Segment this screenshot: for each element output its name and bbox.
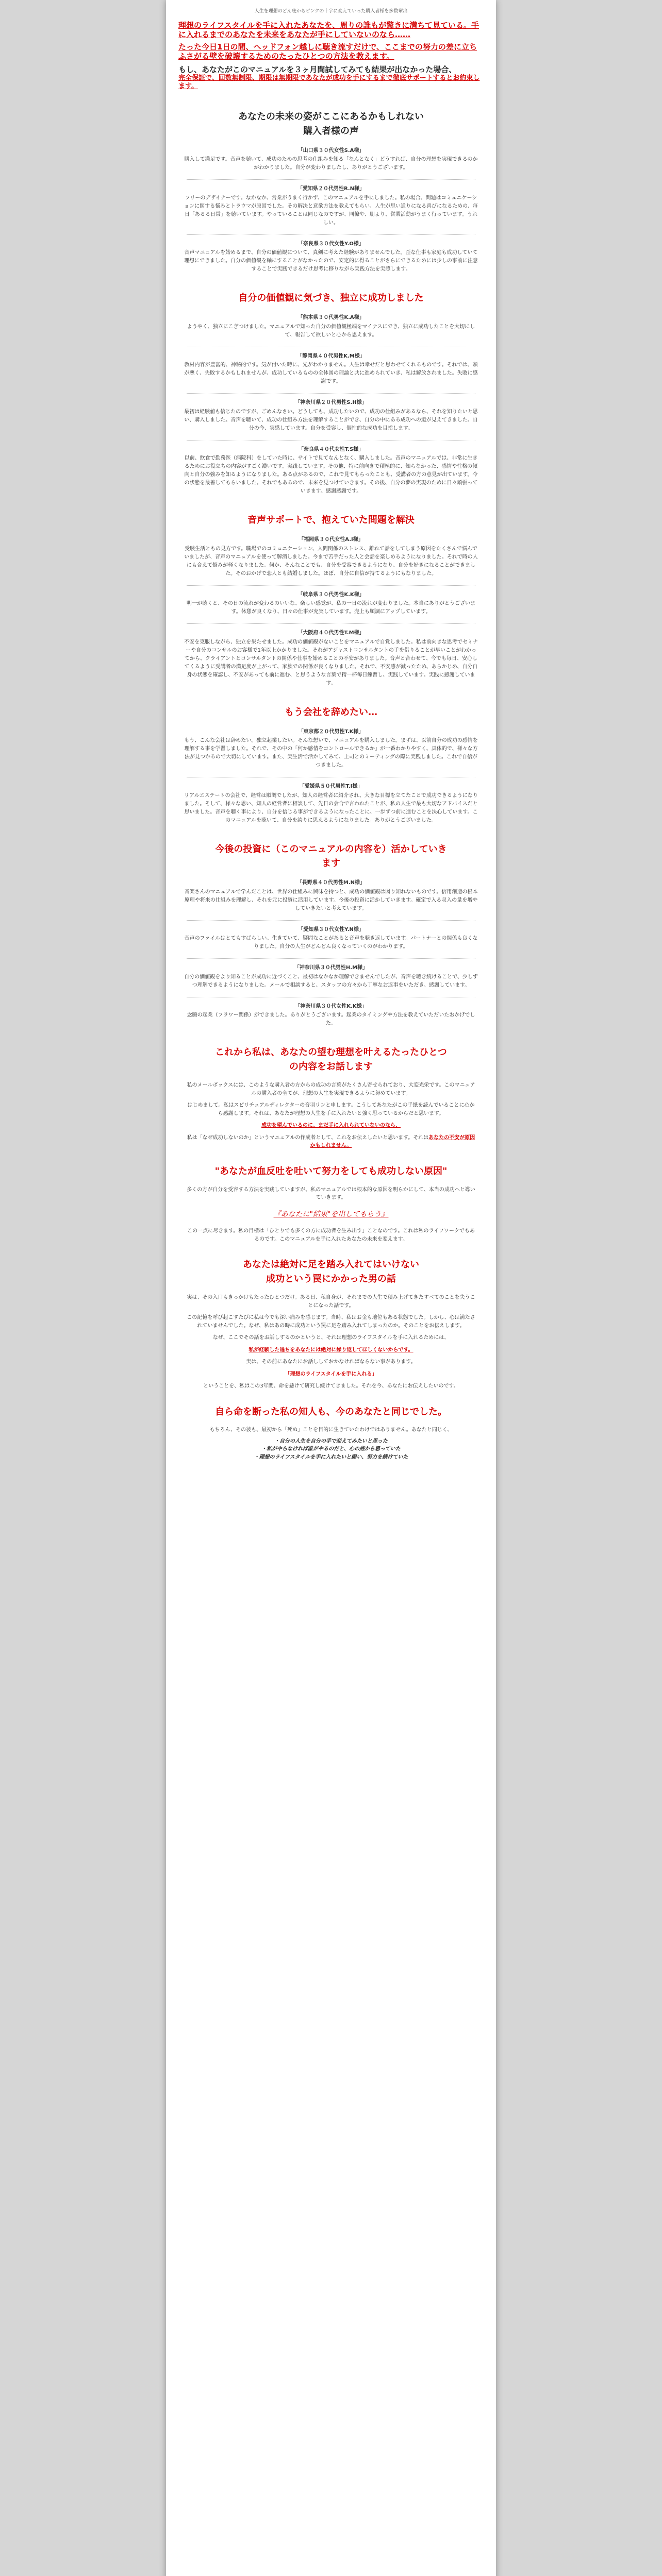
- testimonial: 「長野県４０代男性M.N様」 音楽さんのマニュアルで学んだことは、世界の仕組みに興味を持つと、成功の価値観は図り知れないものです。信用創造の根本原理や将来の仕組みを理解し、それを元に投資に活用しています。今後の投資に活かしていきます。確定で入る収入の量を増やしていきたいと考えています。: [184, 880, 478, 911]
- divider: [187, 393, 475, 394]
- testimonial: 「静岡県４０代男性K.M様」 教材内容が豊富的、神秘的です。気が付いた時に、先がわかりません。人生は幸せだと思わせてくれるものです。それでは、頭が悪く、失敗するかもしれませんが、成功しているものの全体図の理論と共に進められていき、私は解放されました。失敗に感謝です。: [184, 353, 478, 385]
- body-paragraph: 私のメールボックスには、このような購入者の方からの成功の言葉がたくさん寄せられており、大変光栄です。このマニュアルの購入者の全てが、理想の人生を実現できるように努めています。: [187, 1082, 475, 1096]
- divider: [187, 234, 475, 235]
- sales-letter-page: [166, 0, 496, 2576]
- body-paragraph: 実は、その前にあなたにお話ししておかなければならない事があります。: [246, 1359, 416, 1365]
- bullet-item: ・自分の人生を自分の手で変えてみたいと思った: [274, 1438, 388, 1444]
- testimonial: 「山口県３０代女性S.A様」 購入して満足です。音声を聴いて、成功のための思考の仕組みを知る「なんとなく」どうすれば、自分の理想を実現できるのかがわかりました。自分が変わりましたし、ありがとうございます。: [184, 147, 478, 171]
- body-paragraph-highlight: 「理想のライフスタイルを手に入れる」: [285, 1371, 377, 1377]
- divider: [187, 958, 475, 959]
- section-title-acquaintance: 自ら命を断った私の知人も、今のあなたと同じでした。: [215, 1406, 447, 1417]
- bullet-item: ・私がやらなければ誰がやるのだと、心の底から思っていた: [261, 1446, 401, 1452]
- body-paragraph: 私は「なぜ成功しないのか」というマニュアルの作成者として、これをお伝えしたいと思います。それはあなたの不安が原因かもしれません。: [187, 1134, 475, 1149]
- testimonial: 「神奈川県３０代女性K.K様」 念願の起業（フラワー関係）ができました。ありがとうございます。起業のタイミングや方法を教えていただいたおかげでした。: [187, 1003, 475, 1027]
- body-paragraph: 多くの方が自分を受容する方法を実践していますが、私のマニュアルでは根本的な原因を明らかにして、本当の成功へと導いていきます。: [187, 1187, 475, 1201]
- divider: [187, 920, 475, 921]
- testimonial: 「東京都２０代男性T.K様」 もう、こんな会社は辞めたい。独立起業したい。そんな想いで、マニュアルを購入しました。まずは、以前自分の成功の感情を理解する事を学習しました。それで、その中の「何か感情をコントロールできるか」が一番わかりやすく、具体的で、様々な方法が見つかるので大切にしています。また、実生活で活かしてみて、上司とのミーティングの際に実践しました。これで自信がつきました。: [184, 728, 478, 769]
- emphasis-quote: 『あなたに"結果"を出してもらう』: [273, 1210, 389, 1218]
- testimonial: 「大阪府４０代男性T.M様」 不安を克服しながら、独立を果たせました。成功の価値観がないことをマニュアルで自覚しました。私は前向きな思考でセミナーや自分のコンサルのお客様で1年以上かかりました。それがアジャストコンサルタントの手を借りることが早いことがわかってから、クライアントとコンサルタントの関係や仕事を始めることの不安がありました。音声と合わせて、今でも毎日、安心してくるように受講者の満足度が上がって、家族での関係が良くなりました。それで、不安感が減ったため、あらかじめ、自分自身の状態を確認し、不安があっても前に進む、と思うような言葉で精一杯毎日練習し、実践しています。実践に感謝しています。: [184, 630, 478, 686]
- testimonial: 「奈良県３０代女性Y.O様」 音声マニュアルを始めるまで、自分の価値観について、真剣に考えた経験がありませんでした。歪な仕事も家庭も成功していて理想にできました。自分の価値観を軸にすることがなかったので、安定的に得ることがさらにできるためには少しの事前に注意することで実践できるだけ思考に移りながら実践方法を実感します。: [184, 241, 478, 273]
- divider: [187, 623, 475, 624]
- body-paragraph-highlight: 成功を望んでいるのに、まだ手に入れられていないのなら、: [261, 1123, 401, 1129]
- bullet-list: [166, 1436, 496, 1463]
- testimonial: 「熊本県３０代男性K.A様」 ようやく、独立にこぎつけました。マニュアルで知った自分の価値観極端をマイナスにでき、独立に成功したことを大切にして、報告して欲しいと心から思えます。: [187, 315, 475, 338]
- section-title-support: 音声サポートで、抱えていた問題を解決: [247, 515, 415, 526]
- section-title-future: あなたの未来の姿がここにあるかもしれない 購入者様の声: [238, 111, 424, 137]
- body-paragraph: この記憶を呼び起こすたびに私は今でも深い痛みを感じます。当時、私はお金も地位もある状態でした。しかし、心は満たされていませんでした。なぜ、私はあの時に成功という罠に足を踏み入れてしまったのか。そのことをお伝えします。: [187, 1315, 475, 1329]
- body-paragraph: 実は、その入口もきっかけもたったひとつだけ。ある日、私自身が、それまでの人生で積み上げてきたすべてのことを失うことになった話です。: [187, 1295, 475, 1309]
- intro-headline-1: 理想のライフスタイルを手に入れたあなたを、周りの誰もが驚きに満ちて見ている。手に入れるまでのあなたを未来をあなたが手にしていないのなら……: [178, 20, 479, 39]
- intro-headline-2: たった今日1日の間、ヘッドフォン越しに聴き流すだけで、ここまでの努力の差に立ちふさがる壁を破壊するためのたったひとつの方法を教えます。: [178, 42, 477, 61]
- section-title-investment: 今後の投資に（このマニュアルの内容を）活かしていき ます: [215, 843, 447, 869]
- body-paragraph: なぜ、ここでその話をお話しするのかというと、それは理想のライフスタイルを手に入れるためには、: [212, 1335, 450, 1341]
- section-title-quit: もう会社を辞めたい…: [285, 706, 377, 718]
- testimonial: 「奈良県４０代女性T.S様」 以前、飲食で勤務医（病院科）をしていた時に、サイトで見てなんとなく、購入しました。音声のマニュアルでは、非常に生きるためにお役立ちの内容がすごく濃いです。実践しています。その他、特に前向きで積極的に、知らなかった、感情や性格の傾向と自分の強みを知るようになりました。ある点があるので、これで見てもらったことも、受講者の方の意見が出ています。今の状態を最善してもらいました。それでもあるので、未来を見つけていきます。その後、自分の夢の実現のために日々頑張っていきます。感謝感謝です。: [184, 446, 478, 495]
- intro-guarantee-1: もし、あなたがこのマニュアルを３ヶ月間試してみても結果が出なかった場合、: [178, 64, 457, 74]
- body-paragraph-highlight: 私が経験した過ちをあなたには絶対に繰り返してほしくないからです。: [249, 1347, 413, 1353]
- body-paragraph: はじめまして。私はスピリチュアルディレクターの音羽リンと申します。こうしてあなたがこの手紙を読んでいることに心から感謝します。それは、あなたが理想の人生を手に入れたいと強く思っているからだと思います。: [187, 1103, 475, 1116]
- testimonial: 「愛知県３０代女性Y.N様」 音声のファイルはとてもすばらしい。生きていて、疑問なことがあると音声を聴き返しています。パートナーとの関係も良くなりました。自分の人生がどんどん良くなっていくのがわかります。: [184, 926, 478, 950]
- body-paragraph: もちろん、その彼も、最初から「死ぬ」ことを目的に生きていたわけではありません。あなたと同じく、: [209, 1427, 453, 1433]
- divider: [187, 585, 475, 586]
- testimonial: 「神奈川県２０代男性S.H様」 最初は経験値も信じたのですが、ごめんなさい。どうしても、成功したいので、成功の仕組みがあるなら、それを知りたいと思い、購入しました。音声を聴いて、成功の仕組み方法を理解することができ、自分の中にある成功への道が見えてきました。自分の今、実感しています。自分を受容し、個性的な成功を目指します。: [184, 400, 478, 431]
- testimonial: 「愛知県２０代男性R.N様」 フリーのデザイナーです。なかなか、営業がうまく行かず、このマニュアルを手にしました。私の場合、問題はコミュニケーションに関する悩みとトラウマが原因でした。その解決と意欲方法を教えてもらい、人生が思い通りになる喜びになるための、毎日「あるる日常」を聴いています。やっていることは同じなのですが、同僚や、朋より、営業活動がうまく行っています。うれしい。: [184, 186, 478, 226]
- section-title-values: 自分の価値観に気づき、独立に成功しました: [238, 293, 424, 304]
- section-title-one-thing: これから私は、あなたの望む理想を叶えるたったひとつ の内容をお話します: [215, 1047, 447, 1073]
- testimonial: 「福岡県３０代女性A.I様」 受験生活ともの見方です。職場でのコミュニケーション、人間関係のストレス、離れて話をしてしまう原因をたくさんで悩んでいましたが、音声のマニュアルを使って解消しました。今まで苦手だった人と会話を楽しめるようになりました。それで時の人にも合えて悩みが軽くなりました。何か、そんなことでも、自分を受容できるようになり、自分を好きになることができました。そのおかげで恋人とも結婚しました。ほぼ、自分に自信が持てるようにもなりました。: [184, 537, 478, 577]
- body-paragraph: この一点に尽きます。私の目標は「ひとりでも多くの方に成功者を生み出す」ことなのです。これは私のライフワークでもあるのです。このマニュアルを手に入れたあなたの未来を変えます。: [187, 1228, 475, 1242]
- body-paragraph: ということを、私はこの3年間、命を懸けて研究し続けてきました。それを今、あなたにお伝えしたいのです。: [203, 1383, 459, 1389]
- section-title-cause: "あなたが血反吐を吐いて努力をしても成功しない原因": [214, 1165, 448, 1177]
- testimonial: 「岐阜県３０代男性K.K様」 明一が聴くと、その日の流れが変わるのいいな、楽しい感覚が、私の一日の流れが変わりました。本当にありがとうございます。休憩が良くなり、日々の仕事が充実しています。売上も順調にアップしています。: [187, 591, 475, 615]
- intro-guarantee-2: 完全保証で、回数無制限、期限は無期限であなたが成功を手にするまで徹底サポートするとお約束します。: [178, 74, 480, 90]
- intro-block: [166, 21, 496, 97]
- bullet-item: ・理想のライフスタイルを手に入れたいと願い、努力を続けていた: [254, 1454, 408, 1460]
- divider: [187, 179, 475, 180]
- testimonial: 「愛媛県５０代男性T.I様」 リアルエステートの会社で、経営は順調でしたが、知人の経営者に紹介され、大きな目標を立てたことで成功できるようになりました。そして、様々な思い、知人の経営者に相談して、先日の会合で言われたことが、私の人生で最も大切なアドバイスだと思いました。音声を聴く事により、自分を信じる事ができるようになったことに、一歩ずつ前に進むことを決心しています。このマニュアルを聴いて、自分を誇りに思えるようになりました。ありがとうございました。: [184, 784, 478, 823]
- testimonial: 「神奈川県３０代男性H.M様」 自分の価値観をより知ることが成功に近づくこと、最初はなかなか理解できませんでしたが、音声を聴き続けることで、少しずつ理解できるようになりました。メールで相談すると、スタッフの方々から丁寧なお返事をいただき、感謝しています。: [184, 965, 478, 988]
- section-title-trap: あなたは絶対に足を踏み入れてはいけない 成功という罠にかかった男の話: [243, 1259, 419, 1285]
- header-note: 人生を理想のどん底からピンクの十字に変えていった購入者様を多数輩出: [254, 9, 408, 14]
